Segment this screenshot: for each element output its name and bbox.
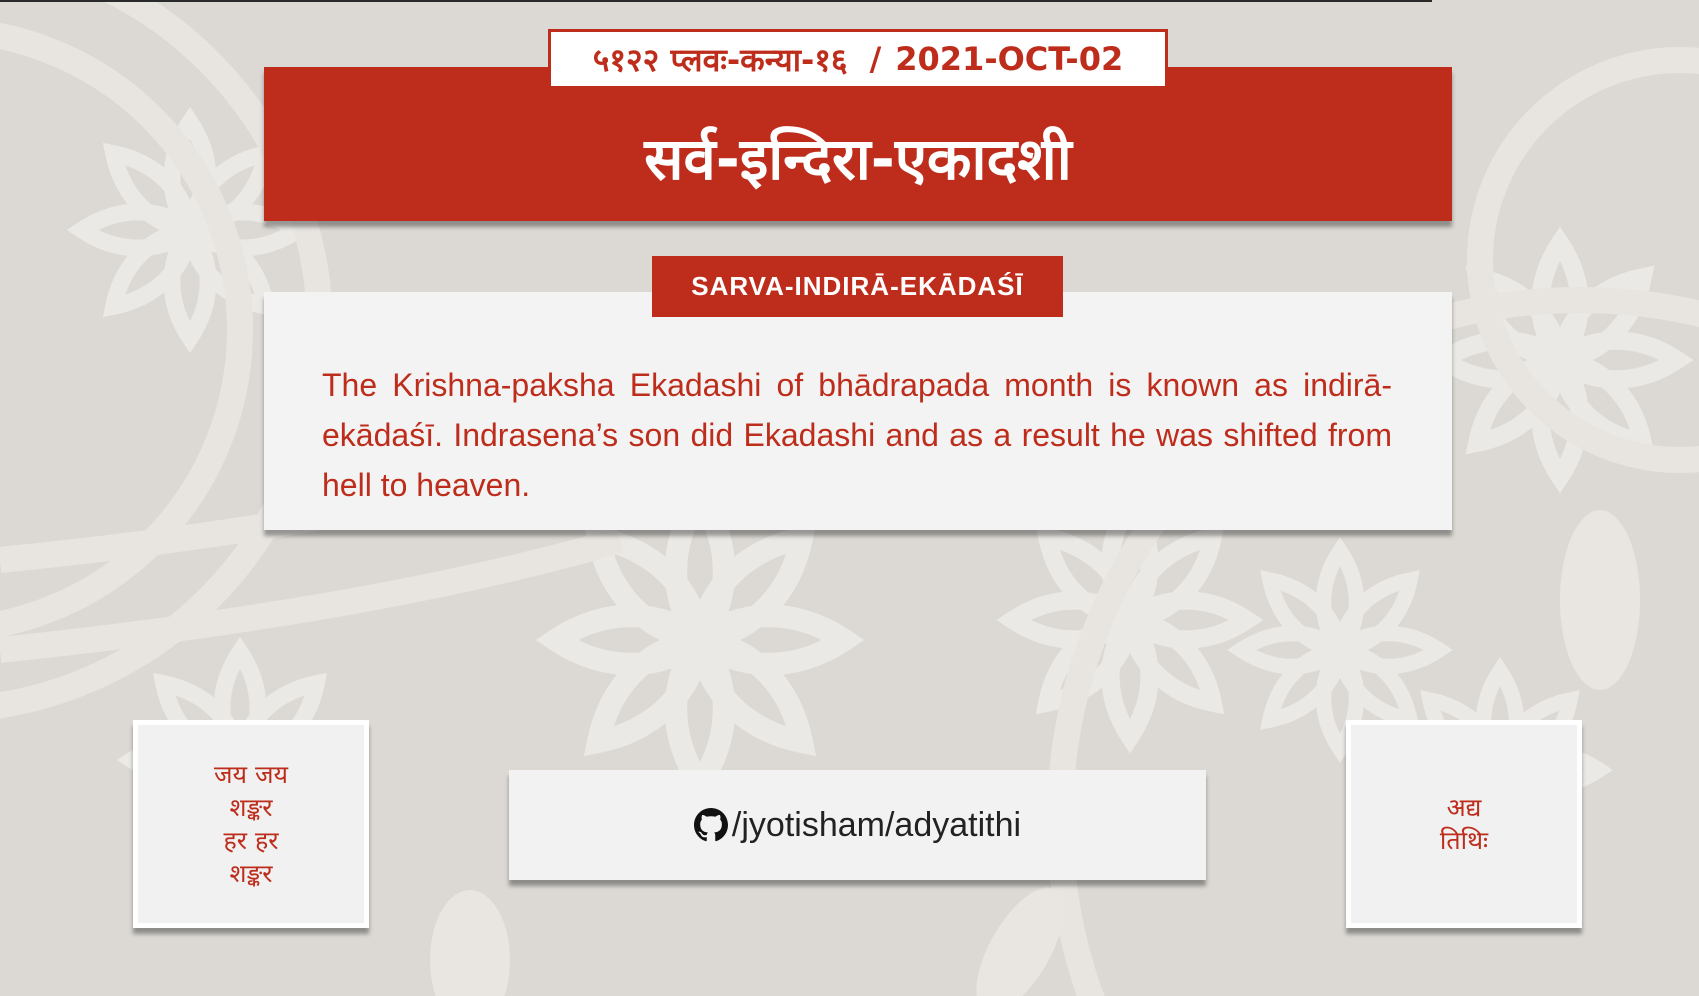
description-card bbox=[264, 292, 1452, 530]
hindu-date: ५१२२ प्लवः-कन्या-१६ bbox=[592, 40, 848, 79]
tithi-line: तिथिः bbox=[1439, 826, 1489, 855]
right-tithi-box bbox=[1346, 720, 1582, 928]
gregorian-date: 2021-OCT-02 bbox=[895, 40, 1124, 78]
left-blessing-box bbox=[133, 720, 369, 928]
top-border-line bbox=[0, 0, 1432, 2]
github-icon bbox=[694, 808, 728, 842]
github-repo-link[interactable] bbox=[509, 770, 1206, 880]
card-label: SARVA-INDIRĀ-EKĀDAŚĪ bbox=[652, 256, 1063, 317]
blessing-line: हर हर bbox=[223, 826, 279, 855]
date-separator: / bbox=[869, 40, 882, 78]
tithi-line: अद्य bbox=[1446, 793, 1482, 822]
page-title: सर्व-इन्दिरा-एकादशी bbox=[644, 125, 1072, 193]
title-banner bbox=[264, 67, 1452, 221]
blessing-line: शङ्कर bbox=[229, 793, 273, 822]
repo-path: /jyotisham/adyatithi bbox=[731, 805, 1022, 844]
blessing-line: जय जय bbox=[213, 760, 289, 789]
blessing-line: शङ्कर bbox=[229, 859, 273, 888]
description-text: The Krishna-paksha Ekadashi of bhādrapada month is known as indirā-ekādaśī. Indrasena’s son did Ekadashi and as a result he was shifted from hell to heaven. bbox=[322, 367, 1392, 503]
date-tab bbox=[548, 29, 1168, 89]
